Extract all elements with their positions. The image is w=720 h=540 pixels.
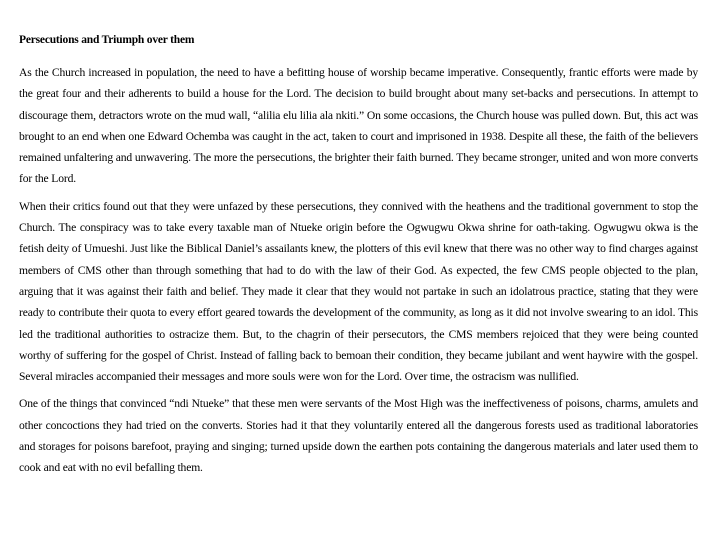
document-page: [19, 32, 698, 485]
paragraph-3: One of the things that convinced “ndi Ntueke” that these men were servants of the Most High was the ineffectiveness of poisons, charms, amulets and other concoctions they had tried on the converts. Stories had it that they voluntarily entered all the dangerous forests used as traditional laboratories and storages for poisons barefoot, praying and singing; turned upside down the earthen pots containing the dangerous materials and later used them to cook and eat with no evil befalling them.: [19, 397, 698, 475]
paragraph-2: When their critics found out that they were unfazed by these persecutions, they connived with the heathens and the traditional government to stop the Church. The conspiracy was to take every taxable man of Ntueke origin before the Ogwugwu Okwa shrine for oath-taking. Ogwugwu okwa is the fetish deity of Umueshi. Just like the Biblical Daniel’s assailants knew, the plotters of this evil knew that there was no other way to find charges against members of CMS other than through something that had to do with the law of their God. As expected, the few CMS people objected to the plan, arguing that it was against their faith and belief. They made it clear that they would not partake in such an idolatrous practice, stating that they were ready to contribute their quota to every effort geared towards the development of the community, as long as it did not involve swearing to an idol. This led the traditional authorities to ostracize them. But, to the chagrin of their persecutors, the CMS members rejoiced that they were being counted worthy of suffering for the gospel of Christ. Instead of falling back to bemoan their condition, they became jubilant and went haywire with the gospel. Several miracles accompanied their messages and more souls were won for the Lord. Over time, the ostracism was nullified.: [19, 199, 698, 384]
section-heading: Persecutions and Triumph over them: [19, 34, 195, 46]
paragraph-1: As the Church increased in population, the need to have a befitting house of worship became imperative. Consequently, frantic efforts were made by the great four and their adherents to build a house for the Lord. The decision to build brought about many set-backs and persecutions. In attempt to discourage them, detractors wrote on the mud wall, “alilia elu lilia ala nkiti.” On some occasions, the Church house was pulled down. But, this act was brought to an end when one Edward Ochemba was caught in the act, taken to court and imprisoned in 1938. Despite all these, the faith of the believers remained unfaltering and unwavering. The more the persecutions, the brighter their faith burned. They became stronger, united and won more converts for the Lord.: [19, 66, 698, 186]
